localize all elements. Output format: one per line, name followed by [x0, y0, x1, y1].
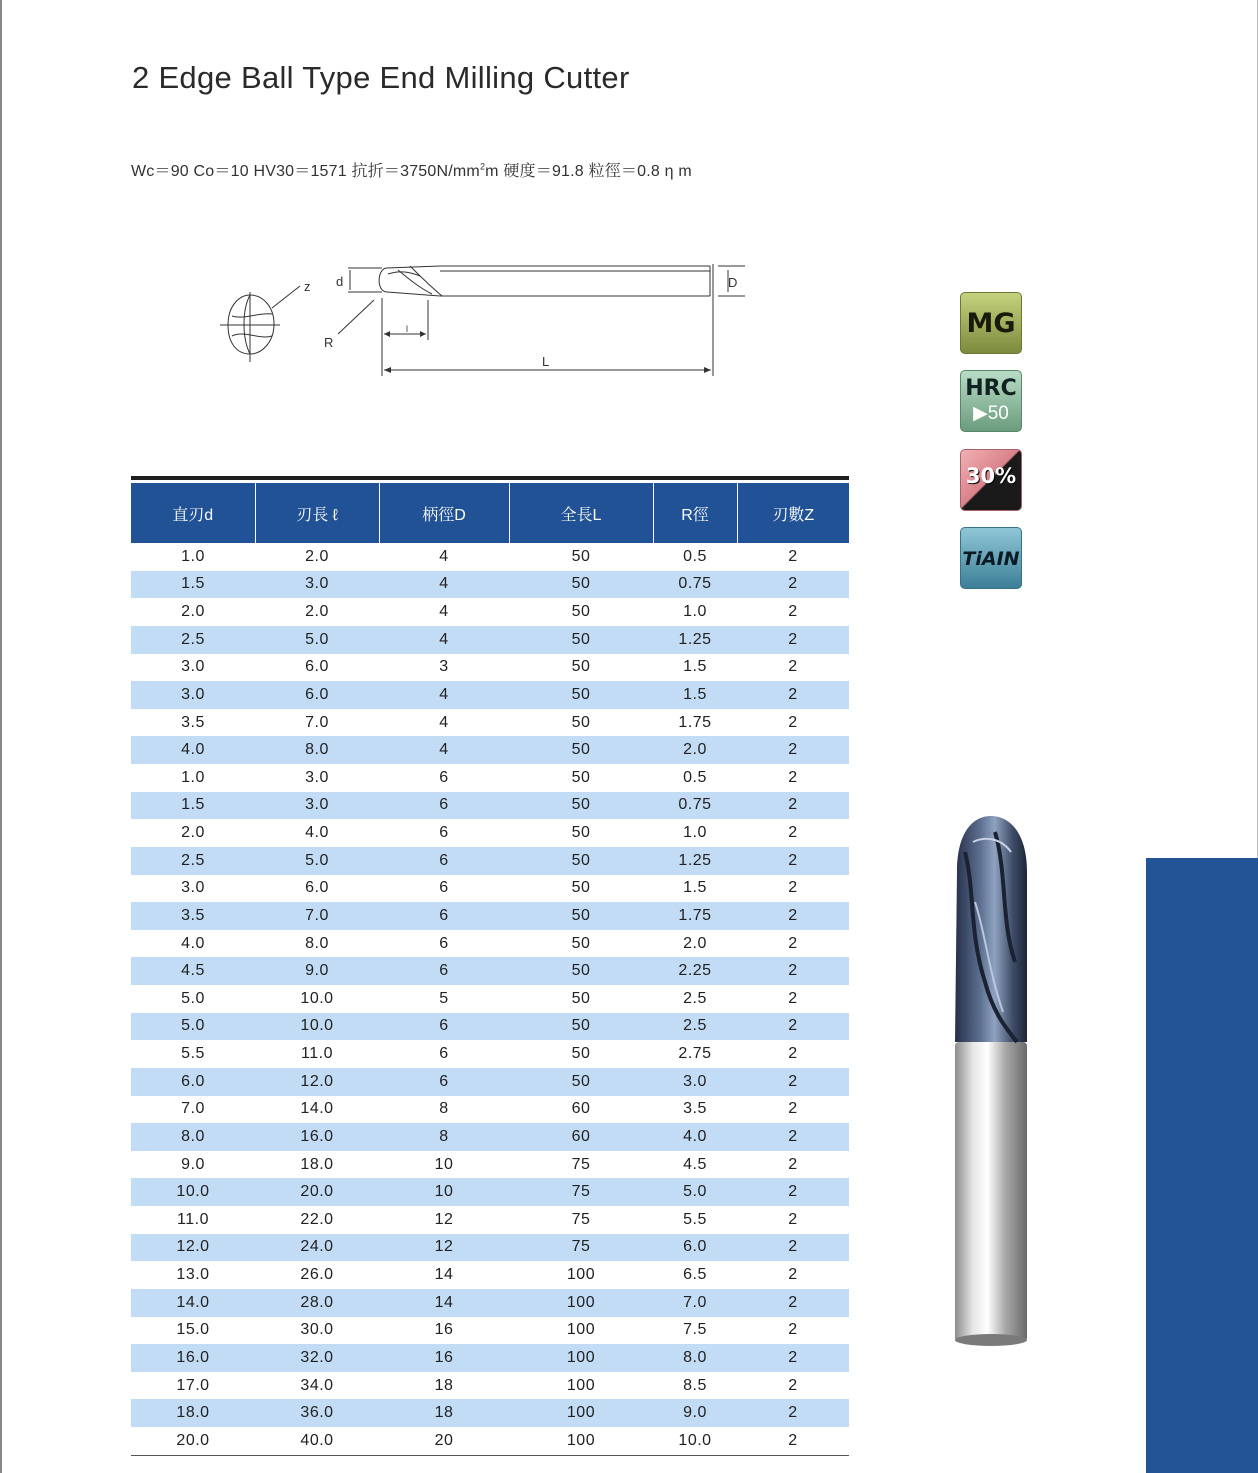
table-cell: 40.0: [300, 1431, 334, 1449]
page-title: 2 Edge Ball Type End Milling Cutter: [132, 60, 630, 95]
table-cell: 5.0: [255, 847, 379, 875]
table-cell: 1.25: [653, 626, 737, 654]
table-cell: 2: [788, 1155, 798, 1173]
table-cell: 7.0: [653, 1289, 737, 1317]
table-cell: 2: [788, 603, 798, 621]
table-cell: 3.5: [181, 713, 205, 731]
table-cell: 3.0: [305, 768, 329, 786]
hrc-badge: [960, 370, 1022, 432]
table-cell: 2: [737, 1234, 849, 1262]
table-cell: 2: [737, 626, 849, 654]
table-row: [131, 1178, 849, 1206]
table-cell: 2: [737, 1068, 849, 1096]
table-row: [131, 819, 849, 847]
table-cell: 2: [737, 1289, 849, 1317]
table-cell: 6: [379, 1068, 509, 1096]
table-row: [131, 1234, 849, 1262]
table-cell: 4.0: [131, 736, 255, 764]
table-cell: 50: [509, 626, 653, 654]
table-cell: 3.0: [653, 1068, 737, 1096]
table-cell: 8: [379, 1123, 509, 1151]
table-row: [131, 1372, 849, 1400]
table-cell: 50: [509, 902, 653, 930]
table-cell: 5.5: [181, 1045, 205, 1063]
table-cell: 2.0: [653, 736, 737, 764]
specs-suffix: m 硬度＝91.8 粒徑＝0.8 η m: [485, 163, 692, 180]
table-cell: 6: [439, 1045, 449, 1063]
table-cell: 50: [509, 1068, 653, 1096]
table-cell: 2.0: [305, 603, 329, 621]
table-cell: 1.5: [683, 879, 707, 897]
table-cell: 4: [379, 626, 509, 654]
table-cell: 7.0: [305, 713, 329, 731]
table-cell: 5.5: [683, 1210, 707, 1228]
table-cell: 1.75: [678, 713, 712, 731]
table-cell: 6: [439, 824, 449, 842]
label-R: R: [324, 335, 334, 350]
table-cell: 4.0: [653, 1123, 737, 1151]
table-cell: 5.0: [131, 1013, 255, 1041]
table-cell: 6: [379, 902, 509, 930]
table-cell: 6: [439, 934, 449, 952]
table-cell: 6.5: [683, 1266, 707, 1284]
table-cell: 50: [509, 1013, 653, 1041]
table-cell: 3.0: [181, 658, 205, 676]
table-cell: 20: [434, 1431, 454, 1449]
table-cell: 4.0: [181, 934, 205, 952]
mg-badge-label: MG: [966, 308, 1016, 339]
table-cell: 36.0: [255, 1399, 379, 1427]
end-view-icon: [220, 286, 300, 362]
table-cell: 50: [571, 603, 591, 621]
table-cell: 22.0: [300, 1210, 334, 1228]
table-cell: 50: [571, 658, 591, 676]
table-cell: 17.0: [176, 1376, 210, 1394]
table-cell: 100: [509, 1289, 653, 1317]
table-cell: 50: [571, 824, 591, 842]
label-l: l: [406, 324, 408, 334]
table-cell: 3.0: [181, 879, 205, 897]
table-cell: 28.0: [255, 1289, 379, 1317]
table-cell: 8.5: [683, 1376, 707, 1394]
table-cell: 50: [571, 547, 591, 565]
table-cell: 2: [788, 934, 798, 952]
table-row: [131, 930, 849, 958]
side-blue-panel: [1146, 858, 1258, 1473]
table-row: [131, 792, 849, 820]
table-cell: 1.5: [653, 681, 737, 709]
table-cell: 7.0: [181, 1100, 205, 1118]
table-cell: 7.0: [255, 902, 379, 930]
table-cell: 12: [379, 1234, 509, 1262]
table-cell: 2.0: [181, 824, 205, 842]
table-cell: 8.0: [653, 1344, 737, 1372]
table-cell: 2: [788, 1210, 798, 1228]
table-cell: 4.0: [305, 824, 329, 842]
table-cell: 50: [509, 792, 653, 820]
table-cell: 4.5: [683, 1155, 707, 1173]
table-cell: 9.0: [181, 1155, 205, 1173]
table-cell: 6.0: [255, 681, 379, 709]
table-cell: 8: [439, 1100, 449, 1118]
table-cell: 30.0: [300, 1321, 334, 1339]
table-cell: 50: [509, 681, 653, 709]
table-cell: 2.0: [683, 934, 707, 952]
table-cell: 6.0: [305, 879, 329, 897]
table-row: [131, 1261, 849, 1289]
table-row: [131, 1427, 849, 1455]
table-cell: 100: [566, 1376, 596, 1394]
label-D: D: [728, 275, 738, 290]
table-cell: 2: [737, 957, 849, 985]
table-row: [131, 1289, 849, 1317]
table-cell: 2: [788, 713, 798, 731]
table-cell: 2: [788, 824, 798, 842]
label-z: z: [304, 279, 311, 294]
table-cell: 2: [788, 1431, 798, 1449]
table-cell: 7.5: [683, 1321, 707, 1339]
table-cell: 10.0: [255, 1013, 379, 1041]
label-L: L: [542, 354, 550, 369]
table-cell: 26.0: [300, 1266, 334, 1284]
table-cell: 4: [439, 603, 449, 621]
table-row: [131, 875, 849, 903]
table-cell: 14: [434, 1266, 454, 1284]
mg-badge: [960, 292, 1022, 354]
table-row: [131, 1040, 849, 1068]
table-row: [131, 1206, 849, 1234]
coating-badge-label: TiAIN: [962, 548, 1020, 570]
table-row: [131, 1013, 849, 1041]
coating-badge: [960, 527, 1022, 589]
table-row: [131, 764, 849, 792]
hrc-badge-label: HRC: [965, 376, 1017, 401]
table-cell: 8.0: [131, 1123, 255, 1151]
col-header-flutes: 刃數Z: [737, 483, 849, 543]
table-cell: 12.0: [255, 1068, 379, 1096]
table-cell: 2: [737, 681, 849, 709]
table-cell: 2.5: [131, 847, 255, 875]
table-cell: 50: [509, 571, 653, 599]
table-cell: 2.0: [181, 603, 205, 621]
table-row: [131, 736, 849, 764]
table-cell: 18.0: [300, 1155, 334, 1173]
table-cell: 50: [571, 934, 591, 952]
table-cell: 1.0: [181, 547, 205, 565]
hrc-badge-value: ▶50: [973, 403, 1009, 424]
table-cell: 13.0: [176, 1266, 210, 1284]
table-cell: 9.0: [255, 957, 379, 985]
spec-table-wrapper: [131, 476, 849, 1456]
material-specs: [131, 158, 692, 181]
table-cell: 2: [737, 1399, 849, 1427]
table-cell: 1.75: [653, 902, 737, 930]
table-cell: 3.0: [131, 681, 255, 709]
table-cell: 12.0: [131, 1234, 255, 1262]
table-body: [131, 543, 849, 1455]
table-cell: 50: [571, 989, 591, 1007]
table-header-row: [131, 483, 849, 543]
table-cell: 1.0: [683, 824, 707, 842]
table-cell: 3.5: [683, 1100, 707, 1118]
table-row: [131, 1344, 849, 1372]
table-cell: 50: [571, 768, 591, 786]
table-cell: 4: [439, 547, 449, 565]
table-cell: 6: [379, 957, 509, 985]
table-cell: 4: [379, 571, 509, 599]
table-row: [131, 626, 849, 654]
table-cell: 50: [571, 713, 591, 731]
label-d: d: [336, 274, 344, 289]
table-row: [131, 1151, 849, 1179]
table-cell: 16.0: [255, 1123, 379, 1151]
table-row: [131, 985, 849, 1013]
table-cell: 10: [434, 1155, 454, 1173]
table-cell: 10: [379, 1178, 509, 1206]
table-cell: 100: [566, 1431, 596, 1449]
table-cell: 4: [379, 736, 509, 764]
table-cell: 50: [571, 1045, 591, 1063]
table-cell: 2: [737, 902, 849, 930]
table-cell: 16.0: [131, 1344, 255, 1372]
table-row: [131, 1399, 849, 1427]
table-top-rule: [131, 476, 849, 480]
table-cell: 12: [434, 1210, 454, 1228]
table-row: [131, 1068, 849, 1096]
col-header-flute-length: 刃長 ℓ: [255, 483, 379, 543]
table-cell: 2.25: [653, 957, 737, 985]
table-cell: 0.5: [683, 768, 707, 786]
table-cell: 34.0: [300, 1376, 334, 1394]
table-cell: 6.0: [653, 1234, 737, 1262]
table-cell: 0.75: [653, 792, 737, 820]
table-cell: 5.0: [653, 1178, 737, 1206]
table-cell: 10.0: [300, 989, 334, 1007]
table-cell: 11.0: [301, 1045, 333, 1063]
table-cell: 2: [788, 1100, 798, 1118]
table-row: [131, 681, 849, 709]
table-cell: 50: [509, 957, 653, 985]
ball-end-mill-icon: [945, 812, 1040, 1347]
table-cell: 75: [571, 1155, 591, 1173]
table-cell: 100: [566, 1321, 596, 1339]
table-cell: 2: [788, 879, 798, 897]
cutter-dimension-diagram: [210, 250, 770, 390]
table-cell: 100: [509, 1344, 653, 1372]
table-cell: 5: [439, 989, 449, 1007]
table-cell: 1.5: [131, 792, 255, 820]
table-cell: 18: [379, 1399, 509, 1427]
table-row: [131, 654, 849, 682]
table-cell: 11.0: [177, 1210, 209, 1228]
table-cell: 6: [439, 879, 449, 897]
table-cell: 15.0: [176, 1321, 210, 1339]
table-cell: 2: [788, 768, 798, 786]
table-cell: 6: [379, 1013, 509, 1041]
table-cell: 3: [439, 658, 449, 676]
table-cell: 100: [566, 1266, 596, 1284]
table-cell: 24.0: [255, 1234, 379, 1262]
table-cell: 9.0: [653, 1399, 737, 1427]
table-cell: 1.5: [683, 658, 707, 676]
table-cell: 50: [571, 879, 591, 897]
table-row: [131, 709, 849, 737]
table-cell: 60: [571, 1100, 591, 1118]
table-cell: 2: [737, 736, 849, 764]
table-cell: 2: [788, 989, 798, 1007]
table-cell: 2.5: [683, 989, 707, 1007]
table-cell: 2: [737, 1013, 849, 1041]
table-cell: 2: [737, 1178, 849, 1206]
table-cell: 8.0: [305, 934, 329, 952]
table-cell: 18.0: [131, 1399, 255, 1427]
table-cell: 2.75: [678, 1045, 712, 1063]
table-cell: 2: [737, 1123, 849, 1151]
helix-angle-badge: [960, 449, 1022, 511]
table-row: [131, 1123, 849, 1151]
left-border-rule: [0, 0, 2, 1473]
table-row: [131, 1096, 849, 1124]
table-cell: 2: [737, 847, 849, 875]
table-cell: 3.5: [131, 902, 255, 930]
table-cell: 2: [737, 1344, 849, 1372]
table-cell: 16: [434, 1321, 454, 1339]
table-cell: 32.0: [255, 1344, 379, 1372]
table-cell: 10.0: [131, 1178, 255, 1206]
table-row: [131, 598, 849, 626]
specs-superscript: 2: [479, 161, 486, 172]
table-cell: 2: [788, 1266, 798, 1284]
specs-prefix: Wc＝90 Co＝10 HV30＝1571 抗折＝3750N/mm: [131, 163, 480, 180]
table-cell: 6: [379, 792, 509, 820]
table-cell: 5.0: [181, 989, 205, 1007]
col-header-diameter: 直刃d: [131, 483, 255, 543]
table-cell: 18: [434, 1376, 454, 1394]
table-cell: 0.5: [683, 547, 707, 565]
table-cell: 4: [379, 681, 509, 709]
table-cell: 1.25: [653, 847, 737, 875]
table-cell: 4: [439, 713, 449, 731]
table-row: [131, 1317, 849, 1345]
table-cell: 75: [571, 1210, 591, 1228]
table-cell: 2: [737, 792, 849, 820]
table-cell: 6.0: [131, 1068, 255, 1096]
table-cell: 1.0: [683, 603, 707, 621]
table-cell: 50: [509, 847, 653, 875]
col-header-radius: R徑: [653, 483, 737, 543]
table-cell: 2: [788, 1376, 798, 1394]
table-cell: 14.0: [131, 1289, 255, 1317]
table-cell: 4.5: [131, 957, 255, 985]
table-cell: 5.0: [255, 626, 379, 654]
table-cell: 8.0: [255, 736, 379, 764]
table-cell: 20.0: [176, 1431, 210, 1449]
table-cell: 1.0: [181, 768, 205, 786]
table-cell: 2: [788, 1321, 798, 1339]
table-cell: 14: [379, 1289, 509, 1317]
table-cell: 50: [509, 736, 653, 764]
table-row: [131, 957, 849, 985]
table-cell: 3.0: [255, 571, 379, 599]
table-cell: 75: [509, 1234, 653, 1262]
spec-table: [131, 483, 849, 1455]
helix-angle-label: 30%: [965, 464, 1017, 488]
table-cell: 20.0: [255, 1178, 379, 1206]
table-row: [131, 902, 849, 930]
table-cell: 10.0: [678, 1431, 712, 1449]
table-cell: 6: [379, 847, 509, 875]
table-cell: 2: [788, 658, 798, 676]
table-cell: 6: [439, 768, 449, 786]
table-row: [131, 543, 849, 571]
col-header-shank-diameter: 柄徑D: [379, 483, 509, 543]
table-cell: 16: [379, 1344, 509, 1372]
table-bottom-rule: [131, 1455, 849, 1456]
table-cell: 2: [788, 1045, 798, 1063]
table-cell: 2.0: [305, 547, 329, 565]
table-cell: 6.0: [305, 658, 329, 676]
col-header-overall-length: 全長L: [509, 483, 653, 543]
table-row: [131, 847, 849, 875]
table-cell: 0.75: [653, 571, 737, 599]
table-cell: 14.0: [300, 1100, 334, 1118]
table-cell: 3.0: [255, 792, 379, 820]
table-row: [131, 571, 849, 599]
table-cell: 75: [509, 1178, 653, 1206]
table-cell: 2: [737, 571, 849, 599]
table-cell: 2.5: [653, 1013, 737, 1041]
table-cell: 60: [509, 1123, 653, 1151]
table-cell: 1.5: [131, 571, 255, 599]
table-cell: 2.5: [131, 626, 255, 654]
table-cell: 100: [509, 1399, 653, 1427]
table-cell: 2: [788, 547, 798, 565]
